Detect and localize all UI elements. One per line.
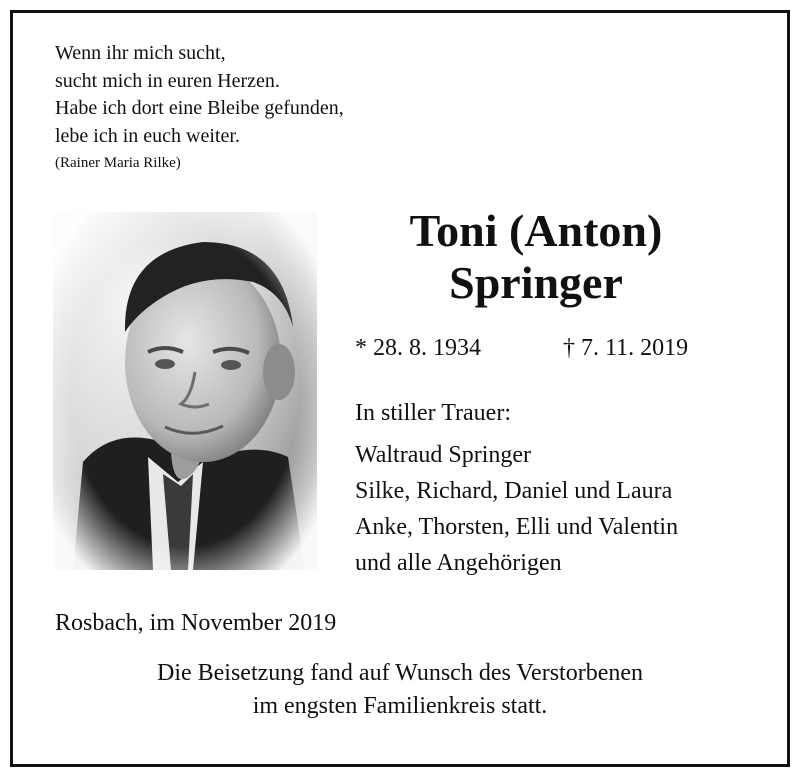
name-line-1: Toni (Anton) [409, 205, 663, 256]
notice-line-2: im engsten Familienkreis statt. [252, 693, 548, 719]
mourners-block [355, 395, 678, 581]
death-date: † 7. 11. 2019 [563, 335, 689, 361]
mourners-intro: In stiller Trauer: [355, 400, 511, 426]
mourner-line: Silke, Richard, Daniel und Laura [355, 478, 673, 504]
name-line-2: Springer [449, 257, 623, 308]
poem-line: lebe ich in euch weiter. [55, 124, 240, 147]
mourner-line: und alle Angehörigen [355, 550, 562, 576]
funeral-notice [0, 657, 800, 723]
mourner-line: Waltraud Springer [355, 442, 532, 468]
place-date: Rosbach, im November 2019 [55, 610, 337, 636]
poem-author: (Rainer Maria Rilke) [55, 155, 181, 171]
poem-line: Habe ich dort eine Bleibe gefunden, [55, 97, 344, 119]
poem-line: sucht mich in euren Herzen. [55, 69, 280, 92]
poem-block [55, 40, 344, 173]
mourner-line: Anke, Thorsten, Elli und Valentin [355, 514, 679, 540]
portrait-photo [53, 212, 317, 570]
poem-line: Wenn ihr mich sucht, [55, 42, 226, 64]
notice-line-1: Die Beisetzung fand auf Wunsch des Verstorbenen [156, 660, 643, 686]
birth-date: * 28. 8. 1934 [355, 335, 481, 361]
deceased-name [320, 205, 752, 309]
